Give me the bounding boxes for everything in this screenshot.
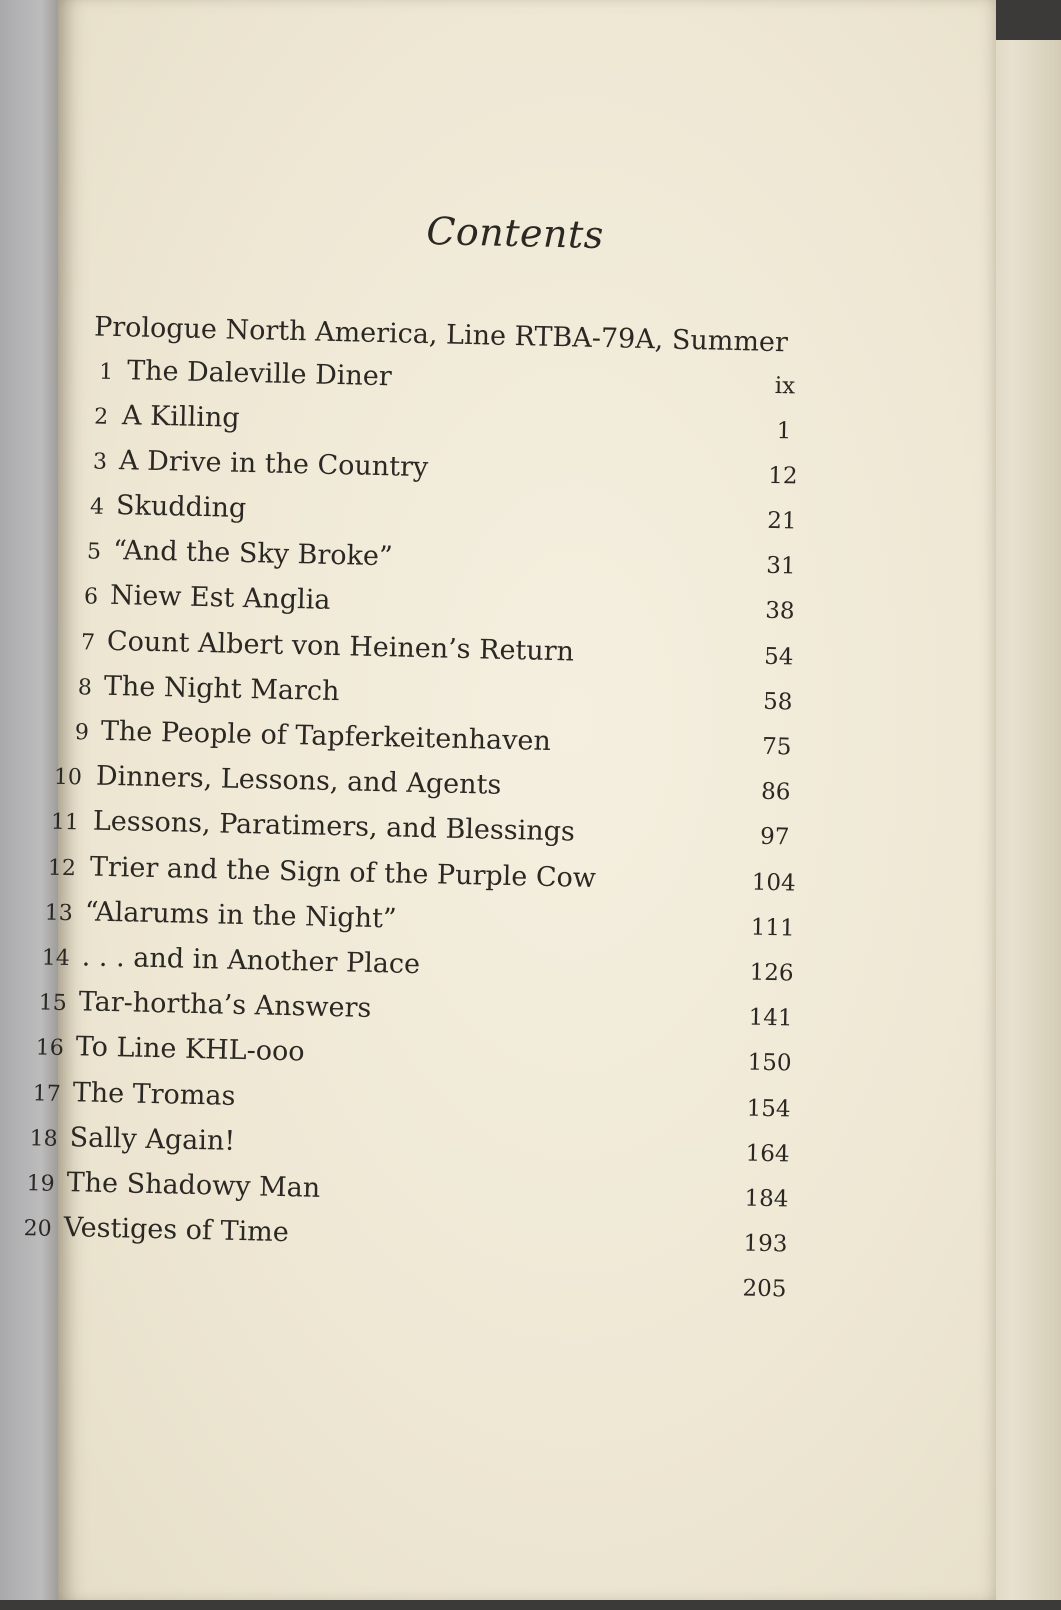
chapter-number: 10 [53, 764, 83, 791]
page-number: 86 [760, 778, 791, 806]
chapter-title: The Night March [103, 670, 340, 708]
page-number: 154 [746, 1095, 791, 1123]
chapter-title: The People of Tapferkeitenhaven [100, 715, 552, 757]
contents-title: Contents [425, 209, 605, 258]
chapter-title: “And the Sky Broke” [112, 534, 394, 573]
chapter-number: 3 [92, 449, 108, 475]
chapter-number: 11 [50, 809, 80, 836]
chapter-title: Sally Again! [69, 1122, 236, 1157]
chapter-title: The Daleville Diner [126, 355, 393, 393]
chapter-title: To Line KHL-ooo [75, 1031, 305, 1068]
chapter-title: Skudding [115, 490, 247, 524]
chapter-title: A Killing [121, 400, 240, 434]
page-number: 111 [750, 914, 795, 942]
page-number: 75 [761, 733, 792, 761]
chapter-number: 8 [77, 675, 93, 701]
chapter-number: 12 [47, 855, 77, 882]
chapter-title: Lessons, Paratimers, and Blessings [92, 805, 576, 848]
chapter-number: 19 [26, 1171, 55, 1197]
chapter-number: 5 [86, 539, 102, 565]
page-number: 12 [767, 462, 798, 490]
chapter-title: Vestiges of Time [63, 1212, 290, 1249]
chapter-number: 14 [41, 945, 71, 972]
chapter-title: Dinners, Lessons, and Agents [95, 760, 502, 801]
chapter-number: 16 [35, 1035, 65, 1061]
chapter-number: 17 [32, 1081, 61, 1107]
page-number: 205 [742, 1275, 787, 1303]
page-number: 184 [744, 1185, 789, 1213]
table-of-contents [23, 0, 1002, 1610]
chapter-title: . . . and in Another Place [81, 941, 421, 981]
chapter-number: 15 [38, 990, 68, 1017]
page-number: 150 [747, 1049, 792, 1077]
chapter-title: The Shadowy Man [66, 1167, 321, 1204]
chapter-number [57, 309, 97, 310]
page-number: 141 [748, 1004, 793, 1032]
chapter-title: A Drive in the Country [118, 445, 429, 484]
chapter-title: Count Albert von Heinen’s Return [106, 625, 575, 668]
book-page [23, 0, 996, 1600]
page-number: 126 [749, 959, 794, 987]
page-number: 164 [745, 1140, 790, 1168]
page-number: 58 [762, 688, 793, 716]
page-number: 54 [763, 643, 794, 671]
chapter-number: 4 [89, 494, 105, 520]
chapter-title: Tar-hortha’s Answers [78, 986, 372, 1024]
page-number: 31 [765, 552, 796, 580]
page-number: ix [774, 372, 796, 400]
chapter-title: Niew Est Anglia [109, 579, 331, 616]
chapter-number: 20 [23, 1216, 52, 1242]
page-number: 193 [743, 1230, 788, 1258]
chapter-number: 7 [80, 630, 96, 656]
chapter-number: 13 [44, 900, 74, 927]
page-number: 97 [759, 823, 790, 851]
chapter-number: 2 [93, 404, 109, 430]
chapter-title: Prologue North America, Line RTBA-79A, Summer [93, 311, 789, 359]
chapter-title: Trier and the Sign of the Purple Cow [89, 851, 597, 895]
chapter-number: 1 [98, 359, 114, 385]
chapter-title: “Alarums in the Night” [84, 896, 398, 935]
chapter-title: The Tromas [72, 1077, 236, 1112]
page-number: 104 [751, 869, 796, 897]
chapter-number: 6 [83, 584, 99, 610]
page-number: 1 [776, 418, 792, 445]
page-number: 38 [764, 597, 795, 625]
chapter-number: 18 [29, 1126, 58, 1152]
page-number: 21 [766, 507, 797, 535]
chapter-number: 9 [74, 720, 90, 746]
